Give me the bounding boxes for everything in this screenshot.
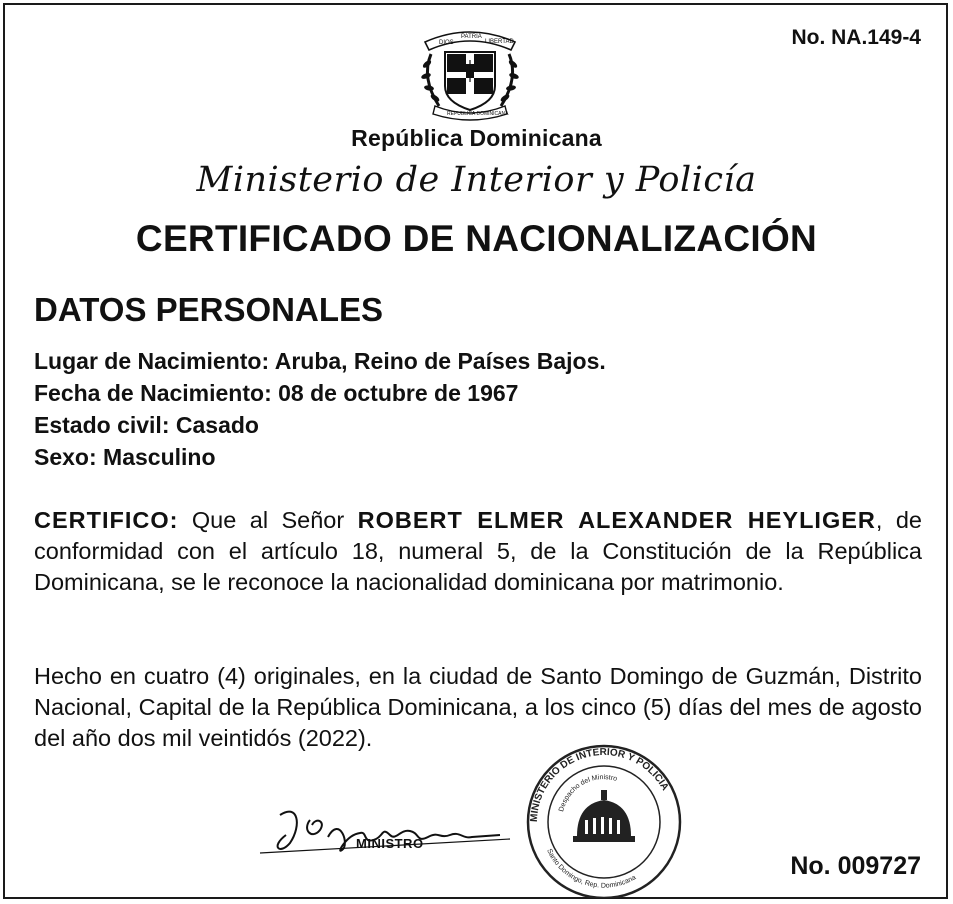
stamp-bottom-text: Santo Domingo, Rep. Dominicana (545, 847, 638, 890)
certification-body: , de conformidad con el artículo 18, numeral 5, de la Constitución de la República Dominicana, se le reconoce la nacionalidad dominicana por matrimonio. (34, 507, 922, 595)
sex-value: Masculino (103, 444, 216, 470)
closing-paragraph: Hecho en cuatro (4) originales, en la ciudad de Santo Domingo de Guzmán, Distrito Nacional, Capital de la República Dominicana, a los cinco (5) días del mes de agosto del año dos mil veintidós (2022). (34, 663, 922, 751)
serial-number: No. 009727 (790, 852, 921, 880)
seal-ribbon-text: REPUBLICA DOMINICANA (447, 111, 509, 117)
document-number: No. NA.149-4 (791, 26, 921, 49)
country-name: República Dominicana (351, 125, 602, 151)
minister-signature (250, 795, 520, 870)
birthplace-label: Lugar de Nacimiento: (34, 348, 270, 374)
certification-paragraph (34, 505, 922, 598)
seal-motto-middle: PATRIA (461, 34, 482, 40)
ministry-name: Ministerio de Interior y Policía (196, 160, 757, 200)
coat-of-arms-seal (417, 20, 523, 122)
sex-label: Sexo: (34, 444, 97, 470)
civil-status-field (34, 409, 259, 442)
seal-motto-left: DIOS (439, 40, 454, 46)
signature-role: MINISTRO (356, 836, 424, 851)
stamp-outer-text: MINISTERIO DE INTERIOR Y POLICIA (528, 746, 671, 823)
civil-status-label: Estado civil: (34, 412, 170, 438)
stamp-inner-text: Despacho del Ministro (558, 774, 618, 813)
birthdate-value: 08 de octubre de 1967 (278, 380, 519, 406)
applicant-name: ROBERT ELMER ALEXANDER HEYLIGER (357, 507, 876, 533)
birthplace-value: Aruba, Reino de Países Bajos. (274, 348, 606, 374)
seal-motto-right: LIBERTAD (485, 39, 514, 45)
personal-data-heading: DATOS PERSONALES (34, 291, 383, 328)
birthdate-label: Fecha de Nacimiento: (34, 380, 272, 406)
sex-field (34, 441, 216, 474)
official-stamp (515, 738, 693, 898)
birthdate-field (34, 377, 518, 410)
certification-intro: Que al Señor (178, 507, 358, 533)
certification-lead: CERTIFICO: (34, 507, 179, 533)
certificate-title: CERTIFICADO DE NACIONALIZACIÓN (135, 218, 818, 259)
birthplace-field (34, 345, 606, 378)
civil-status-value: Casado (175, 412, 259, 438)
